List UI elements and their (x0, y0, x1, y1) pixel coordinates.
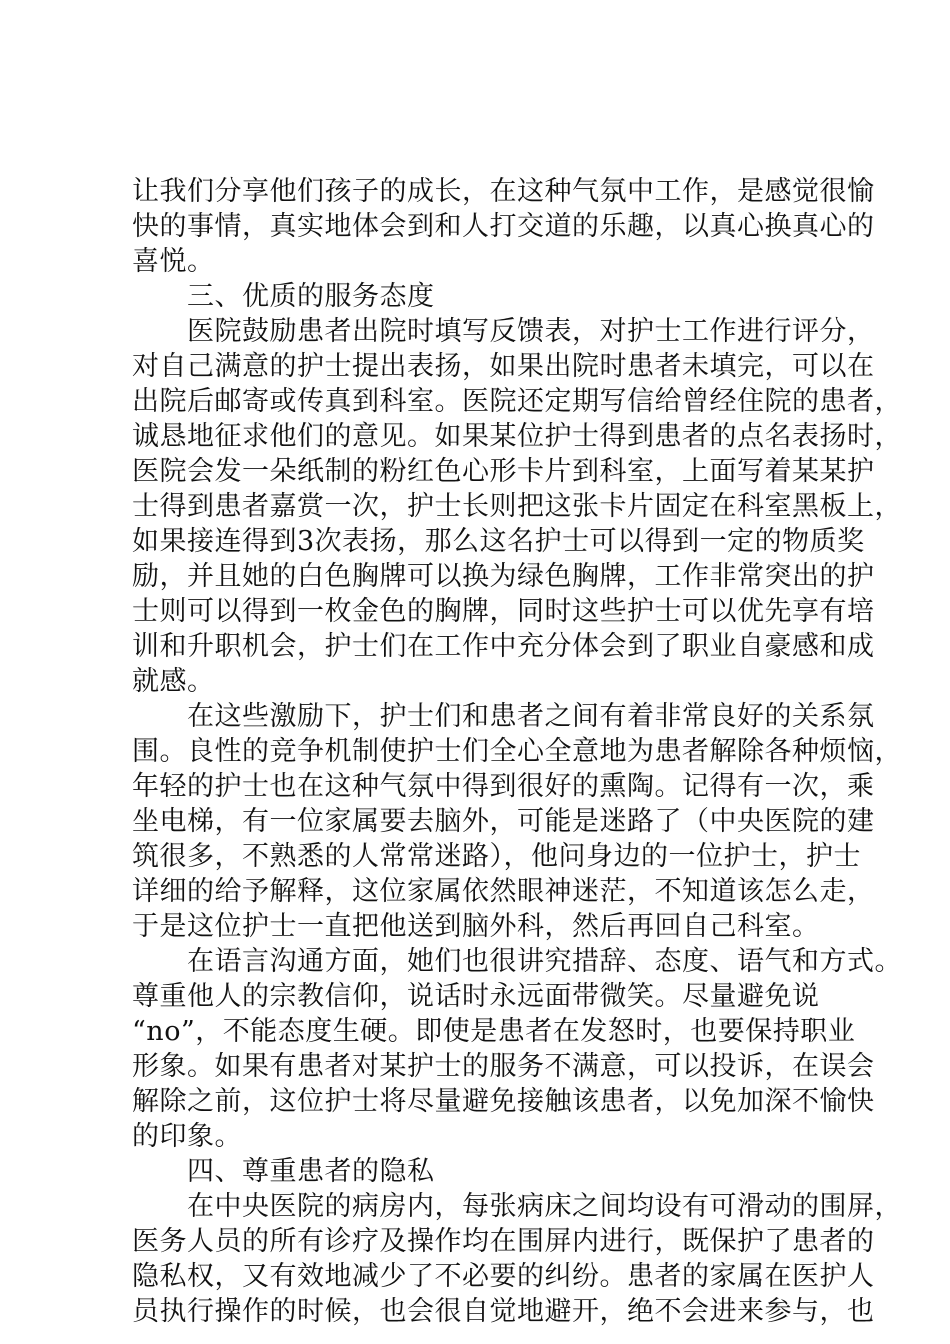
body-line: 如果接连得到3次表扬，那么这名护士可以得到一定的物质奖 (132, 526, 865, 557)
body-line: “no”，不能态度生硬。即使是患者在发怒时，也要保持职业 (132, 1016, 856, 1047)
body-line: 对自己满意的护士提出表扬，如果出院时患者未填完，可以在 (132, 351, 875, 382)
body-line: 喜悦。 (132, 246, 215, 277)
body-line: 员执行操作的时候，也会很自觉地避开，绝不会进来参与，也 (132, 1296, 875, 1327)
section-heading: 四、尊重患者的隐私 (132, 1156, 435, 1187)
body-line: 在中央医院的病房内，每张病床之间均设有可滑动的围屏， (132, 1191, 902, 1222)
body-line: 士则可以得到一枚金色的胸牌，同时这些护士可以优先享有培 (132, 596, 875, 627)
body-line: 隐私权，又有效地减少了不必要的纠纷。患者的家属在医护人 (132, 1261, 875, 1292)
body-line: 的印象。 (132, 1121, 242, 1152)
body-line: 医院鼓励患者出院时填写反馈表，对护士工作进行评分， (132, 316, 875, 347)
body-line: 在语言沟通方面，她们也很讲究措辞、态度、语气和方式。 (132, 946, 902, 977)
body-line: 就感。 (132, 666, 215, 697)
body-line: 快的事情，真实地体会到和人打交道的乐趣，以真心换真心的 (132, 211, 875, 242)
body-line: 筑很多，不熟悉的人常常迷路），他问身边的一位护士，护士 (132, 841, 861, 872)
body-line: 解除之前，这位护士将尽量避免接触该患者，以免加深不愉快 (132, 1086, 875, 1117)
body-line: 在这些激励下，护士们和患者之间有着非常良好的关系氛 (132, 701, 875, 732)
body-line: 坐电梯，有一位家属要去脑外，可能是迷路了（中央医院的建 (132, 806, 875, 837)
body-line: 详细的给予解释，这位家属依然眼神迷茫，不知道该怎么走， (132, 876, 875, 907)
body-line: 医院会发一朵纸制的粉红色心形卡片到科室，上面写着某某护 (132, 456, 875, 487)
body-line: 形象。如果有患者对某护士的服务不满意，可以投诉，在误会 (132, 1051, 875, 1082)
body-line: 励，并且她的白色胸牌可以换为绿色胸牌，工作非常突出的护 (132, 561, 875, 592)
body-line: 训和升职机会，护士们在工作中充分体会到了职业自豪感和成 (132, 631, 875, 662)
body-line: 年轻的护士也在这种气氛中得到很好的熏陶。记得有一次，乘 (132, 771, 875, 802)
section-heading: 三、优质的服务态度 (132, 281, 435, 312)
body-line: 医务人员的所有诊疗及操作均在围屏内进行，既保护了患者的 (132, 1226, 875, 1257)
body-line: 士得到患者嘉赏一次，护士长则把这张卡片固定在科室黑板上， (132, 491, 902, 522)
body-line: 于是这位护士一直把他送到脑外科，然后再回自己科室。 (132, 911, 820, 942)
body-line: 让我们分享他们孩子的成长，在这种气氛中工作，是感觉很愉 (132, 176, 875, 207)
body-line: 诚恳地征求他们的意见。如果某位护士得到患者的点名表扬时， (132, 421, 902, 452)
body-line: 出院后邮寄或传真到科室。医院还定期写信给曾经住院的患者， (132, 386, 902, 417)
body-line: 围。良性的竞争机制使护士们全心全意地为患者解除各种烦恼， (132, 736, 902, 767)
body-line: 尊重他人的宗教信仰，说话时永远面带微笑。尽量避免说 (132, 981, 820, 1012)
